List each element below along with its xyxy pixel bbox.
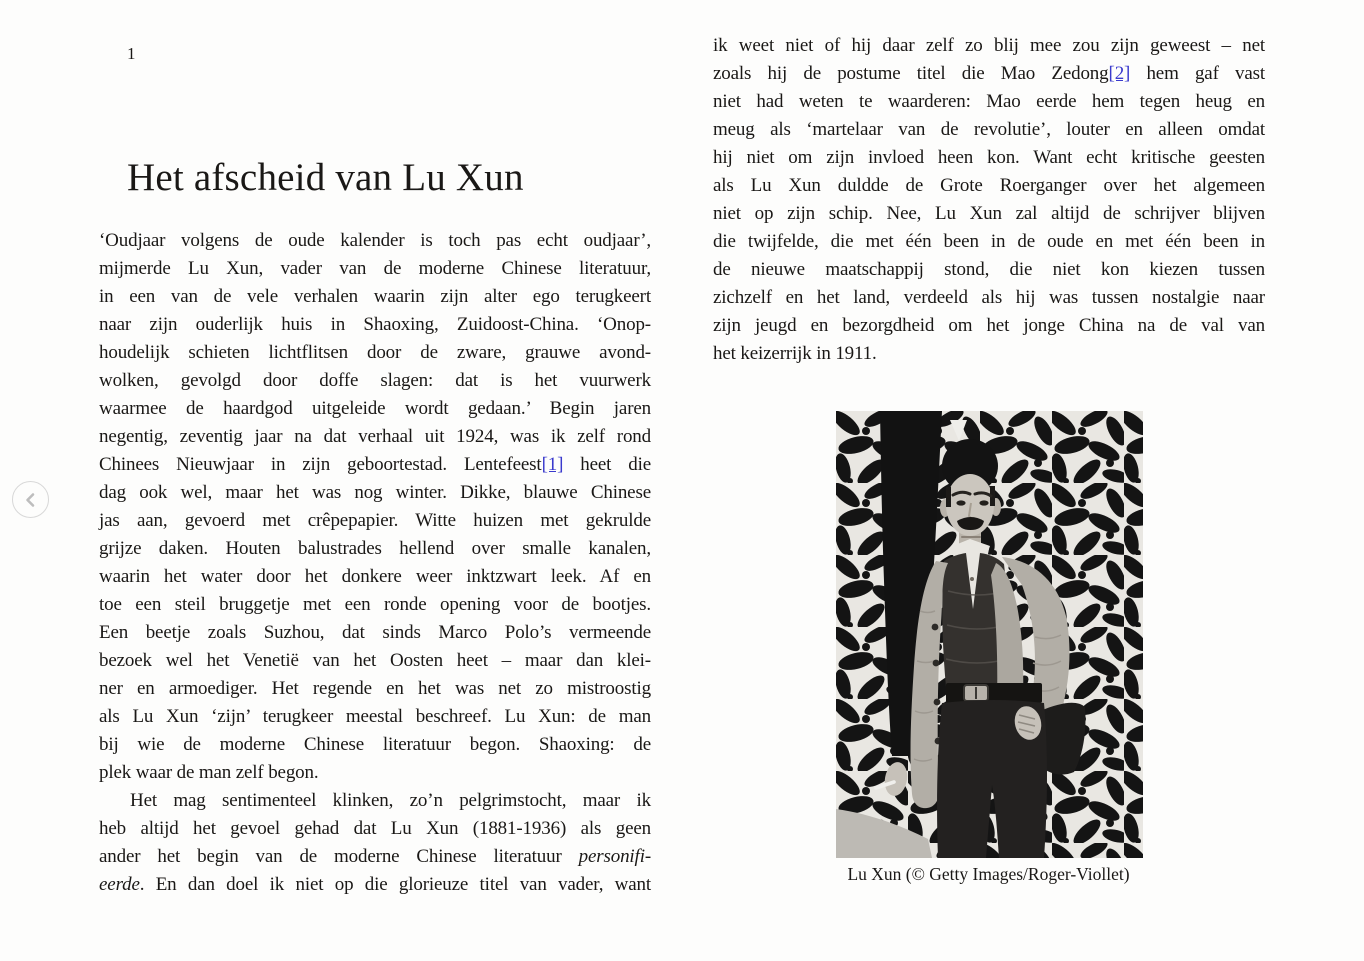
- text-segment: ander het begin van de moderne Chinese literatuur: [99, 846, 579, 867]
- footnote-link[interactable]: [2]: [1108, 63, 1131, 84]
- text-line: [99, 255, 651, 283]
- text-segment: plek waar de man zelf begon.: [99, 762, 319, 783]
- text-segment: toe een steil bruggetje met een ronde opening voor de bootjes.: [99, 594, 651, 615]
- text-line: [99, 787, 651, 815]
- text-segment: de nieuwe maatschappij stond, die niet kon kiezen tussen: [713, 259, 1265, 280]
- text-segment: bezoek wel het Venetië van het Oosten heet – maar dan klei-: [99, 650, 651, 671]
- left-text-column: [99, 227, 651, 899]
- text-segment: bij wie de moderne Chinese literatuur begon. Shaoxing: de: [99, 734, 651, 755]
- text-segment: ik weet niet of hij daar zelf zo blij mee zou zijn geweest – net: [713, 35, 1265, 56]
- text-line: [99, 479, 651, 507]
- text-line: [713, 32, 1265, 60]
- text-segment: dag ook wel, maar het was nog winter. Dikke, blauwe Chinese: [99, 482, 651, 503]
- text-segment: . En dan doel ik niet op die glorieuze titel van vader, want: [139, 874, 651, 895]
- text-line: [99, 563, 651, 591]
- previous-page-button[interactable]: [12, 481, 49, 518]
- text-line: [99, 283, 651, 311]
- text-segment: negentig, zeventig jaar na dat verhaal uit 1924, was ik zelf rond: [99, 426, 651, 447]
- text-segment: grijze daken. Houten balustrades hellend over smalle kanalen,: [99, 538, 651, 559]
- text-segment: hem gaf vast: [1130, 63, 1265, 84]
- text-line: [713, 228, 1265, 256]
- text-segment: mijmerde Lu Xun, vader van de moderne Chinese literatuur,: [99, 258, 651, 279]
- text-segment: meug als ‘martelaar van de revolutie’, louter en alleen omdat: [713, 119, 1265, 140]
- text-line: [713, 88, 1265, 116]
- text-segment: het keizerrijk in 1911.: [713, 343, 877, 364]
- text-line: [713, 60, 1265, 88]
- text-line: [99, 815, 651, 843]
- text-line: [99, 395, 651, 423]
- text-line: [713, 340, 1265, 368]
- text-line: [99, 227, 651, 255]
- text-segment: houdelijk schieten lichtflitsen door de zware, grauwe avond-: [99, 342, 651, 363]
- text-line: [713, 312, 1265, 340]
- right-text-column: [713, 32, 1265, 368]
- text-line: [99, 731, 651, 759]
- photo-caption: Lu Xun (© Getty Images/Roger-Viollet): [847, 864, 1130, 884]
- text-segment: zoals hij de postume titel die Mao Zedong: [713, 63, 1109, 84]
- text-line: [99, 339, 651, 367]
- text-line: [713, 144, 1265, 172]
- text-segment: hij niet om zijn invloed heen kon. Want echt kritische geesten: [713, 147, 1265, 168]
- text-line: [713, 200, 1265, 228]
- text-segment: Een beetje zoals Suzhou, dat sinds Marco Polo’s vermeende: [99, 622, 651, 643]
- text-segment: zijn jeugd en bezorgdheid om het jonge China na de val van: [713, 315, 1265, 336]
- text-segment: als Lu Xun ‘zijn’ terugkeer meestal beschreef. Lu Xun: de man: [99, 706, 651, 727]
- text-line: [99, 647, 651, 675]
- text-line: [99, 703, 651, 731]
- text-line: [713, 284, 1265, 312]
- text-line: [713, 172, 1265, 200]
- text-line: [713, 256, 1265, 284]
- text-line: [99, 311, 651, 339]
- text-segment: naar zijn ouderlijk huis in Shaoxing, Zuidoost-China. ‘Onop-: [99, 314, 651, 335]
- footnote-link[interactable]: [1]: [541, 454, 564, 475]
- text-segment: heb altijd het gevoel gehad dat Lu Xun (1881-1936) als geen: [99, 818, 651, 839]
- text-segment: ‘Oudjaar volgens de oude kalender is toch pas echt oudjaar’,: [99, 230, 651, 251]
- text-segment: als Lu Xun duldde de Grote Roerganger over het algemeen: [713, 175, 1265, 196]
- text-segment: heet die: [563, 454, 651, 475]
- text-segment: zichzelf en het land, verdeeld als hij was tussen nostalgie naar: [713, 287, 1265, 308]
- text-line: [99, 871, 651, 899]
- chapter-title: Het afscheid van Lu Xun: [127, 156, 524, 200]
- text-line: [99, 507, 651, 535]
- text-segment: waarmee de haardgod uitgeleide wordt gedaan.’ Begin jaren: [99, 398, 651, 419]
- text-line: [99, 535, 651, 563]
- text-line: [99, 451, 651, 479]
- text-line: [99, 619, 651, 647]
- chevron-left-icon: [22, 491, 40, 509]
- text-segment: niet had weten te waarderen: Mao eerde hem tegen heug en: [713, 91, 1265, 112]
- text-segment: wolken, gevolgd door doffe slagen: dat is het vuurwerk: [99, 370, 651, 391]
- text-segment: jas aan, gevoerd met crêpepapier. Witte huizen met gekrulde: [99, 510, 651, 531]
- text-segment: personifi-: [578, 846, 651, 867]
- text-segment: ner en armoediger. Het regende en het was net zo mistroostig: [99, 678, 651, 699]
- text-segment: waarin het water door het donkere weer inktzwart leek. Af en: [99, 566, 651, 587]
- text-line: [713, 116, 1265, 144]
- text-line: [99, 367, 651, 395]
- text-segment: Het mag sentimenteel klinken, zo’n pelgrimstocht, maar ik: [130, 790, 651, 811]
- text-segment: niet op zijn schip. Nee, Lu Xun zal altijd de schrijver blijven: [713, 203, 1265, 224]
- luxun-photograph: [836, 411, 1143, 858]
- text-line: [99, 759, 651, 787]
- text-segment: in een van de vele verhalen waarin zijn alter ego terugkeert: [99, 286, 651, 307]
- text-segment: eerde: [99, 874, 140, 895]
- text-segment: Chinees Nieuwjaar in zijn geboortestad. Lentefeest: [99, 454, 542, 475]
- page-number: 1: [127, 44, 136, 63]
- text-segment: die twijfelde, die met één been in de oude en met één been in: [713, 231, 1265, 252]
- text-line: [99, 843, 651, 871]
- text-line: [99, 423, 651, 451]
- text-line: [99, 675, 651, 703]
- text-line: [99, 591, 651, 619]
